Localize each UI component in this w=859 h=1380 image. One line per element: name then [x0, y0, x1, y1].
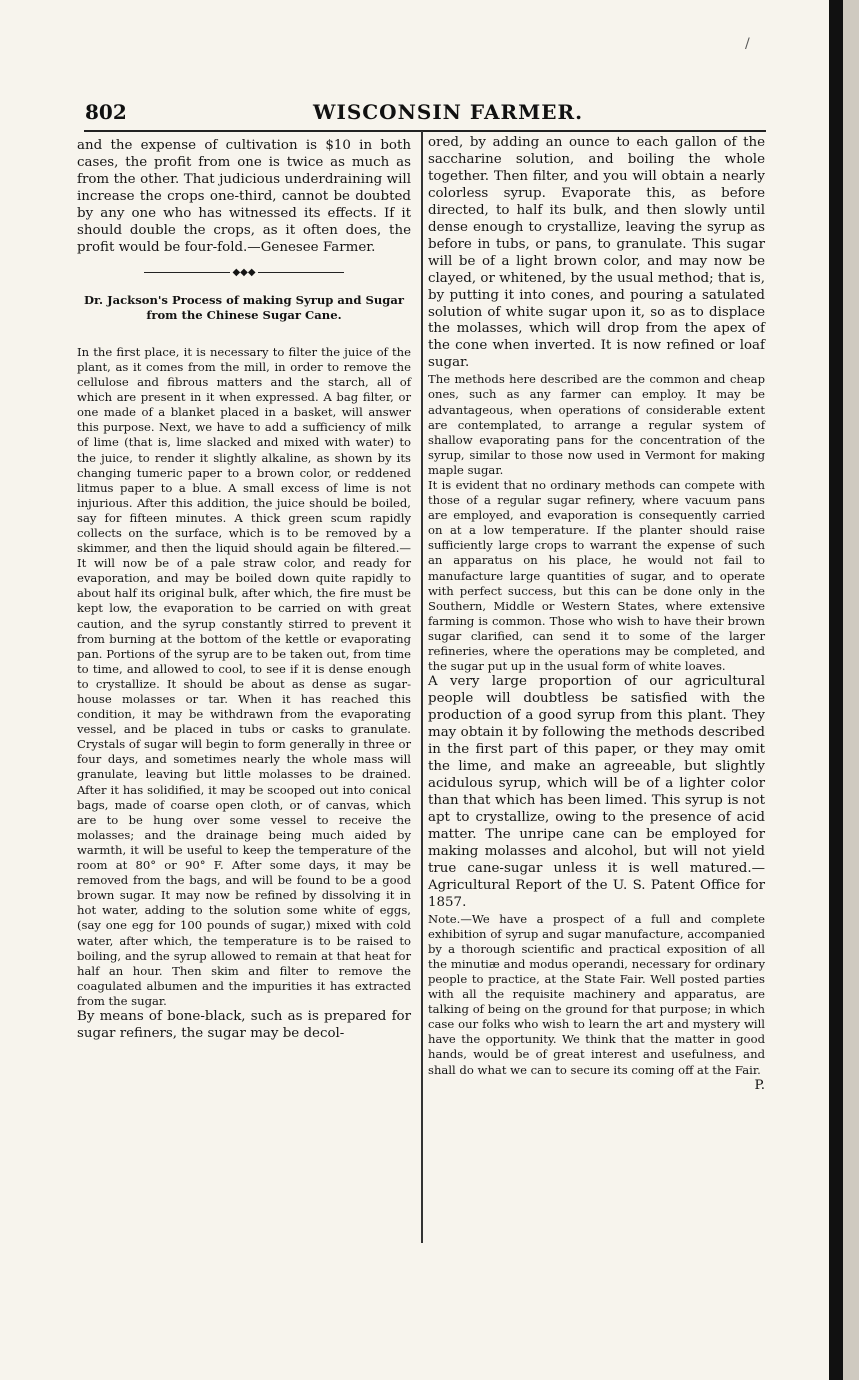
ornament-glyph: ◆◆◆	[232, 266, 256, 278]
article-paragraph: In the first place, it is necessary to filter the juice of the plant, as it comes from the mill, in order to remove the cellulose and fibrous matters and the starch, all of which are present in it when expressed. A bag filter, or one made of a blanket placed in a basket, will answer this purpose. Next, we have to add a sufficiency of milk of lime (that is, lime slacked and mixed with water) to the juice, to render it slightly alkaline, as shown by its changing tumeric paper to a brown color, or reddened litmus paper to a blue. A small excess of lime is not injurious. After this addition, the juice should be boiled, say for fifteen minutes. A thick green scum rapidly collects on the surface, which is to be removed by a skimmer, and then the liquid should again be filtered.—It will now be of a pale straw color, and ready for evaporation, and may be boiled down quite rapidly to about half its original bulk, after which, the fire must be kept low, the evaporation to be carried on with great caution, and the syrup constantly stirred to prevent it from burning at the bottom of the kettle or evaporating pan. Portions of the syrup are to be taken out, from time to time, and allowed to cool, to see if it is dense enough to crystallize. It should be about as dense as sugar-house molasses or tar. When it has reached this condition, it may be withdrawn from the evaporating vessel, and be placed in tubs or casks to granulate. Crystals of sugar will begin to form generally in three or four days, and sometimes nearly the whole mass will granulate, leaving but little molasses to be drained. After it has solidified, it may be scooped out into conical bags, made of coarse open cloth, or of canvas, which are to be hung over some vessel to receive the molasses; and the drainage being much aided by warmth, it will be useful to keep the temperature of the room at 80° or 90° F. After some days, it may be removed from the bags, and will be found to be a good brown sugar. It may now be refined by dissolving it in hot water, adding to the solution some white of eggs, (say one egg for 100 pounds of sugar,) mixed with cold water, after which, the temperature is to be raised to boiling, and the syrup allowed to remain at that heat for half an hour. Then skim and filter to remove the coagulated albumen and the impurities it has extracted from the sugar.	[77, 344, 411, 1008]
left-column	[77, 138, 411, 1043]
page-number: 802	[85, 100, 127, 124]
binding-edge	[829, 0, 843, 1380]
running-header	[85, 100, 765, 128]
article-paragraph: A very large proportion of our agricultural people will doubtless be satisfied with the production of a good syrup from this plant. They may obtain it by following the methods described in the first part of this paper, or they may omit the lime, and make an agreeable, but slightly acidulous syrup, which will be of a lighter color than that which has been limed. This syrup is not apt to crystallize, owing to the presence of acid matter. The unripe cane can be employed for making molasses and alcohol, but will not yield true cane-sugar unless it is well matured.—Agricultural Report of the U. S. Patent Office for 1857.	[428, 674, 765, 910]
column-divider	[421, 131, 423, 1243]
article-paragraph: ored, by adding an ounce to each gallon of the saccharine solution, and boiling the whole together. Then filter, and you will obtain a nearly colorless syrup. Evaporate this, as before directed, to half its bulk, and then slowly until dense enough to crystallize, leaving the syrup as before in tubs, or pans, to granulate. This sugar will be of a light brown color, and may now be clayed, or whitened, by the usual method; that is, by putting it into cones, and pouring a satulated solution of white sugar upon it, so as to displace the molasses, which will drop from the apex of the cone when inverted. It is now refined or loaf sugar.	[428, 135, 765, 371]
article-paragraph: The methods here described are the common and cheap ones, such as any farmer can employ. It may be advantageous, when operations of considerable extent are contemplated, to arrange a regular system of shallow evaporating pans for the concentration of the syrup, similar to those now used in Vermont for making maple sugar.	[428, 372, 765, 477]
margin-mark: /	[745, 36, 750, 52]
section-ornament	[77, 267, 411, 279]
article-paragraph: It is evident that no ordinary methods can compete with those of a regular sugar refinery, where vacuum pans are employed, and evaporation is consequently carried on at a low temperature. If the planter should raise sufficiently large crops to warrant the expense of such an apparatus on his place, he would not fail to manufacture large quantities of sugar, and to operate with perfect success, but this can be done only in the Southern, Middle or Western States, where extensive farming is common. Those who wish to have their brown sugar clarified, can send it to some of the larger refineries, where the operations may be completed, and the sugar put up in the usual form of white loaves.	[428, 478, 765, 674]
journal-title: WISCONSIN FARMER.	[313, 100, 584, 124]
ornament-rule-right	[258, 272, 344, 273]
article-paragraph: By means of bone-black, such as is prepared for sugar refiners, the sugar may be decol-	[77, 1008, 411, 1041]
right-column	[428, 135, 765, 1095]
article-heading: Dr. Jackson's Process of making Syrup and Sugar from the Chinese Sugar Cane.	[83, 292, 405, 322]
ornament-rule-left	[144, 272, 230, 273]
continued-paragraph: and the expense of cultivation is $10 in both cases, the profit from one is twice as much as from the other. That judicious underdraining will increase the crops one-third, cannot be doubted by any one who has witnessed its effects. If it should double the crops, as it often does, the profit would be four-fold.—Genesee Farmer.	[77, 138, 411, 255]
signature: P.	[754, 1077, 765, 1093]
header-rule	[84, 130, 766, 132]
page-edge	[843, 0, 859, 1380]
editor-note: Note.—We have a prospect of a full and complete exhibition of syrup and sugar manufacture, accompanied by a thorough scientific and practical exposition of all the minutiæ and modus operandi, necessary for ordinary people to practice, at the State Fair. Well posted parties with all the requisite machinery and apparatus, are talking of being on the ground for that purpose; in which case our folks who wish to learn the art and mystery will have the opportunity. We think that the matter in good hands, would be of great interest and usefulness, and shall do what we can to secure its coming off at the Fair.	[428, 911, 765, 1077]
